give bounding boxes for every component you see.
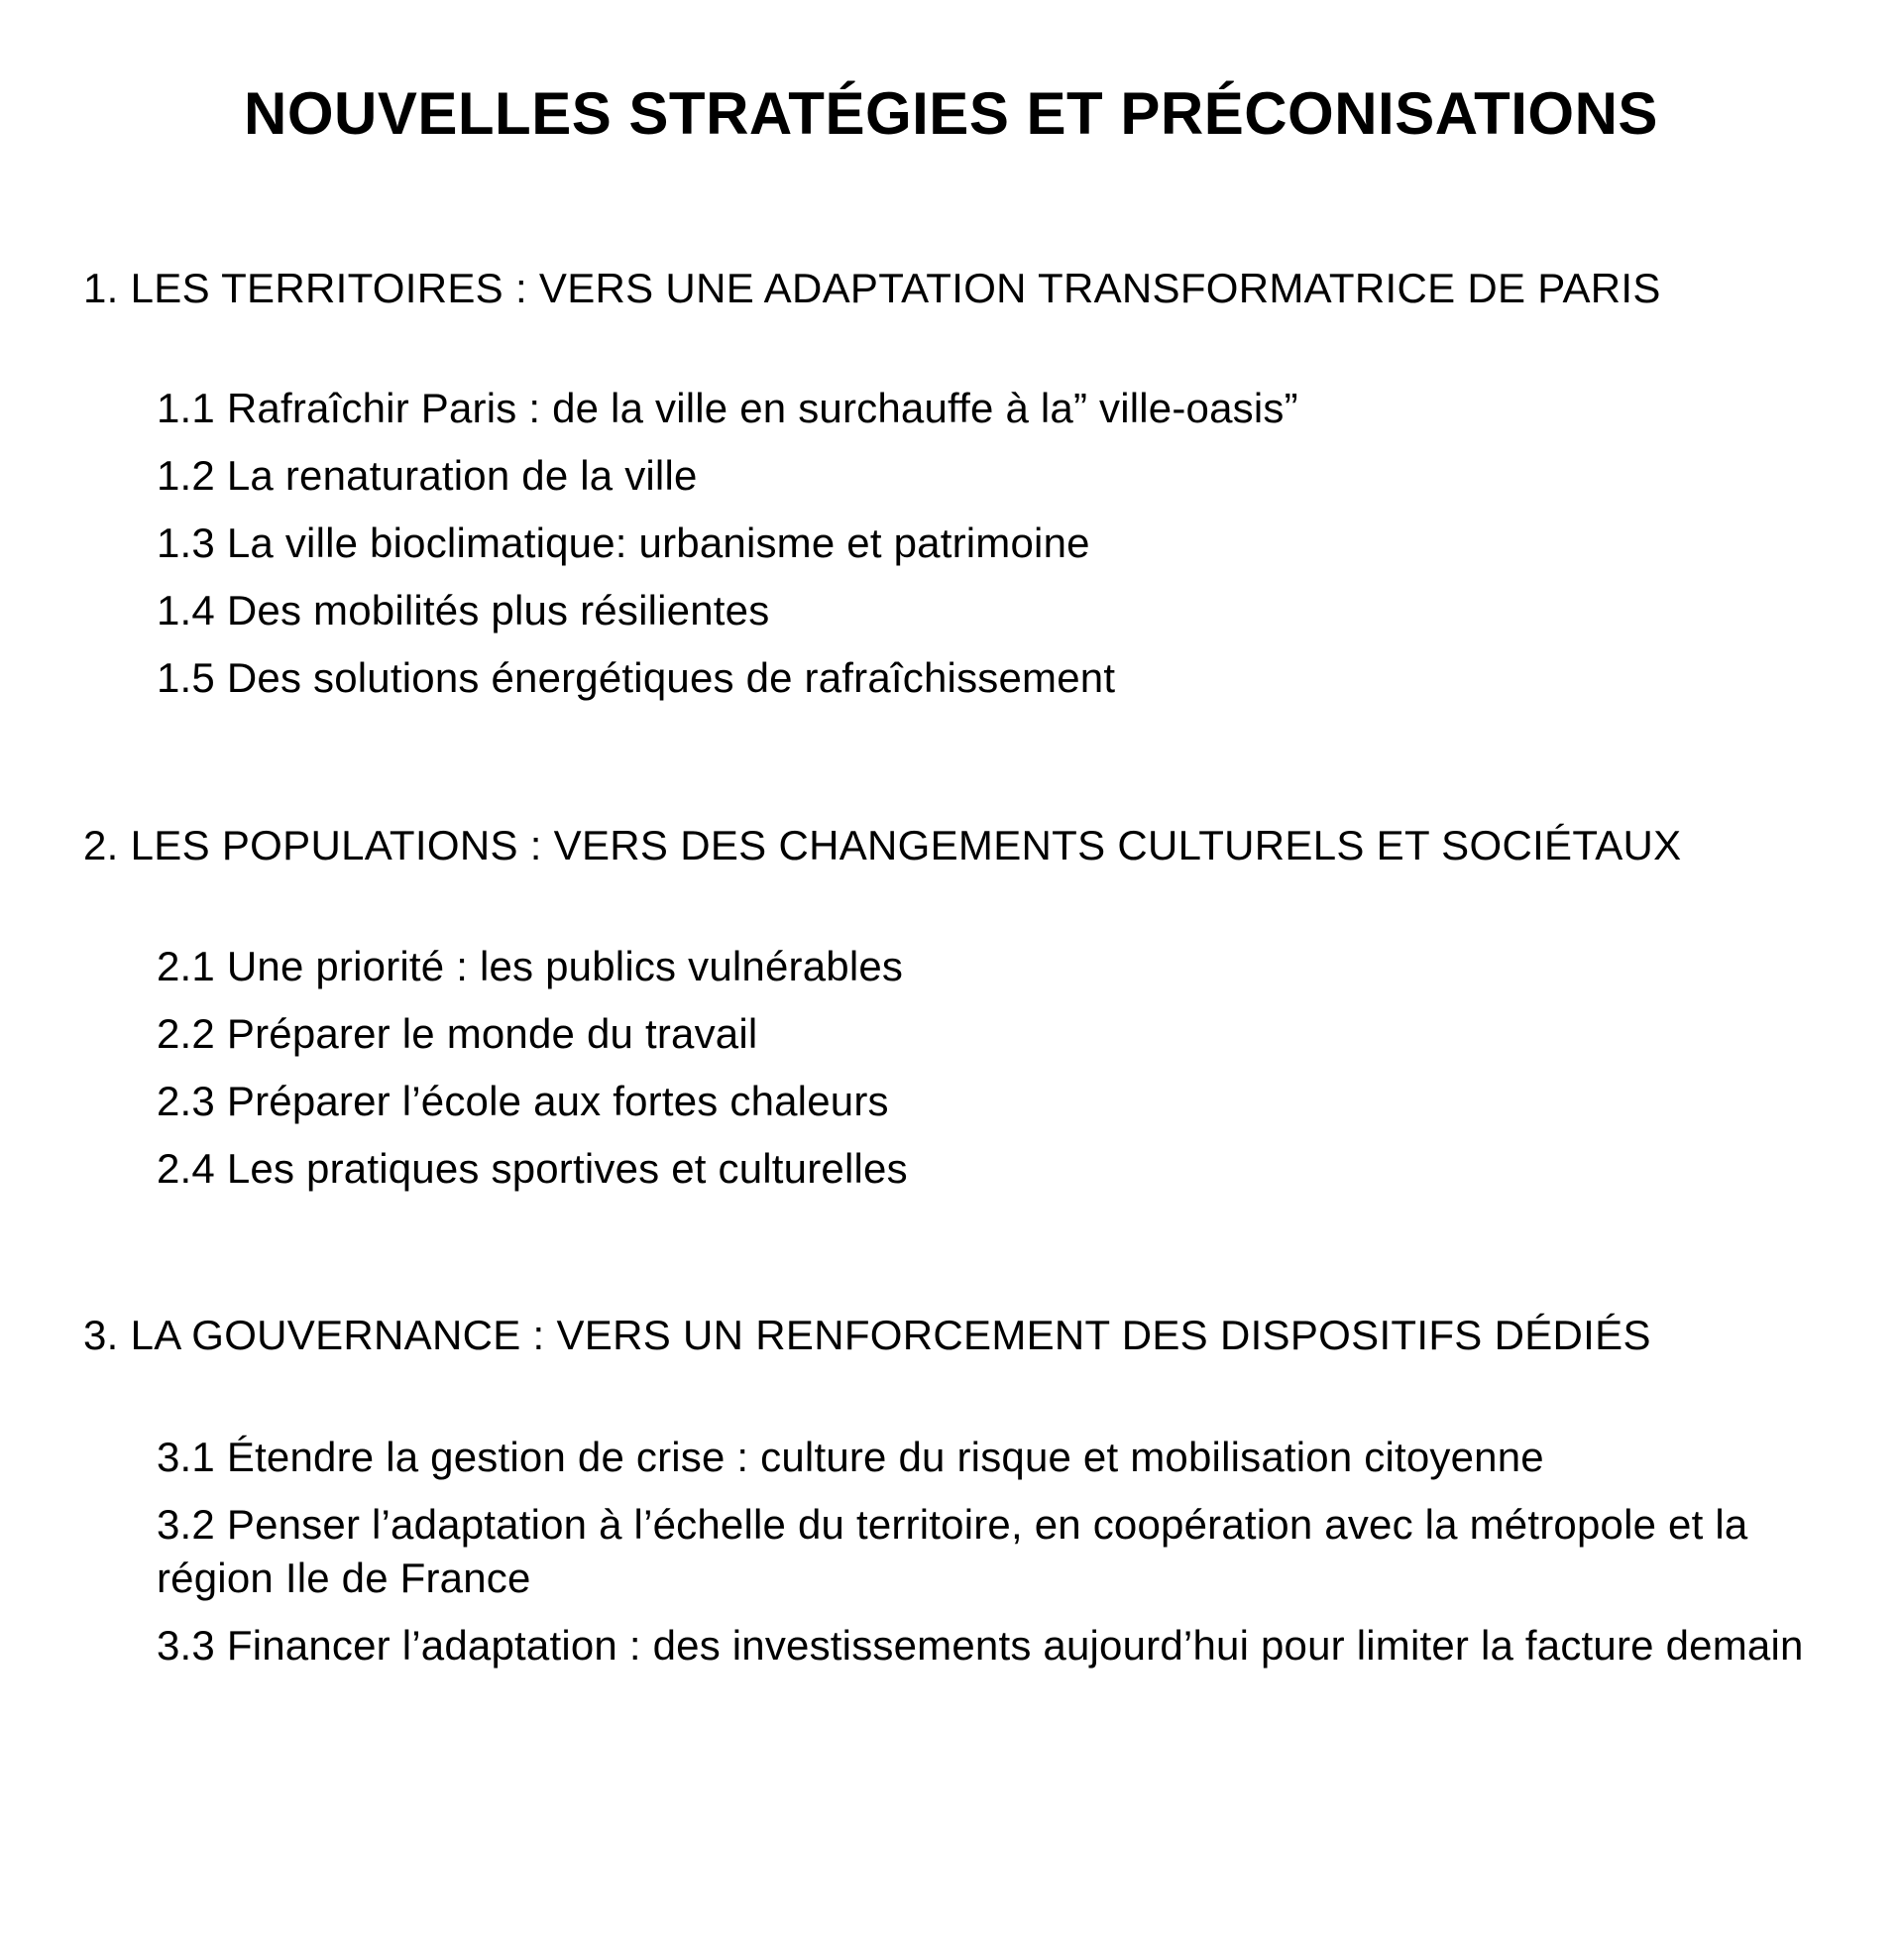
list-item: 3.2 Penser l’adaptation à l’échelle du territoire, en coopération avec la métropole et la région Ile de France	[157, 1501, 1748, 1601]
list-item: 1.1 Rafraîchir Paris : de la ville en surchauffe à la” ville-oasis”	[157, 385, 1298, 431]
section-heading-gouvernance: 3. LA GOUVERNANCE : VERS UN RENFORCEMENT DES DISPOSITIFS DÉDIÉS	[83, 1312, 1651, 1358]
list-item: 2.1 Une priorité : les publics vulnérables	[157, 943, 904, 989]
list-item: 2.2 Préparer le monde du travail	[157, 1010, 758, 1057]
section-heading-populations: 2. LES POPULATIONS : VERS DES CHANGEMENTS CULTURELS ET SOCIÉTAUX	[83, 822, 1682, 868]
page-title: NOUVELLES STRATÉGIES ET PRÉCONISATIONS	[244, 80, 1658, 147]
list-item: 3.3 Financer l’adaptation : des investissements aujourd’hui pour limiter la facture demain	[157, 1622, 1804, 1669]
list-item: 1.3 La ville bioclimatique: urbanisme et patrimoine	[157, 519, 1090, 566]
section-heading-territoires: 1. LES TERRITOIRES : VERS UNE ADAPTATION TRANSFORMATRICE DE PARIS	[83, 265, 1661, 311]
list-item: 2.3 Préparer l’école aux fortes chaleurs	[157, 1078, 889, 1124]
list-item: 3.1 Étendre la gestion de crise : culture du risque et mobilisation citoyenne	[157, 1434, 1544, 1480]
section-items-populations	[157, 940, 1842, 1210]
section-items-gouvernance	[157, 1431, 1842, 1686]
list-item: 2.4 Les pratiques sportives et culturelles	[157, 1145, 908, 1192]
section-items-territoires	[157, 382, 1842, 719]
list-item: 1.4 Des mobilités plus résilientes	[157, 587, 770, 634]
list-item: 1.2 La renaturation de la ville	[157, 452, 698, 499]
list-item: 1.5 Des solutions énergétiques de rafraîchissement	[157, 654, 1116, 701]
